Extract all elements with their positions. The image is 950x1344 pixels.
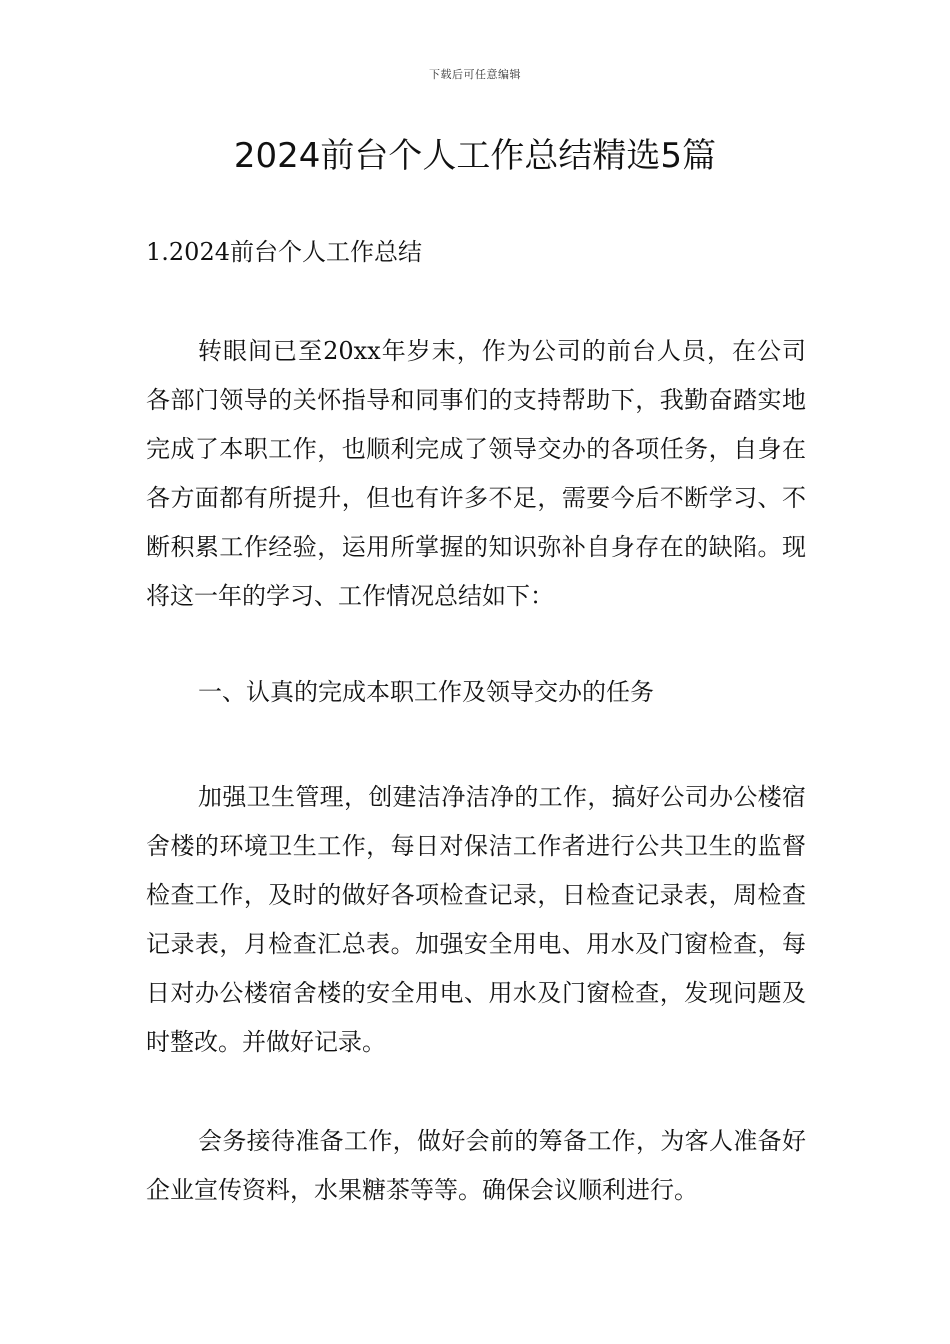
document-title: 2024前台个人工作总结精选5篇 — [233, 136, 717, 176]
header-note: 下载后可任意编辑 — [429, 68, 521, 81]
section-heading: 1.2024前台个人工作总结 — [146, 238, 422, 266]
sub-heading: 一、认真的完成本职工作及领导交办的任务 — [198, 678, 654, 706]
meeting-paragraph: 会务接待准备工作，做好会前的筹备工作，为客人准备好企业宣传资料，水果糖茶等等。确保会议顺利进行。 — [146, 1127, 806, 1204]
hygiene-paragraph: 加强卫生管理，创建洁净洁净的工作，搞好公司办公楼宿舍楼的环境卫生工作，每日对保洁工作者进行公共卫生的监督检查工作，及时的做好各项检查记录，日检查记录表，周检查记录表，月检查汇总表。加强安全用电、用水及门窗检查，每日对办公楼宿舍楼的安全用电、用水及门窗检查，发现问题及时整改。并做好记录。 — [146, 783, 806, 1056]
intro-paragraph: 转眼间已至20xx年岁末，作为公司的前台人员，在公司各部门领导的关怀指导和同事们的支持帮助下，我勤奋踏实地完成了本职工作，也顺利完成了领导交办的各项任务，自身在各方面都有所提升，但也有许多不足，需要今后不断学习、不断积累工作经验，运用所掌握的知识弥补自身存在的缺陷。现将这一年的学习、工作情况总结如下： — [146, 337, 806, 610]
